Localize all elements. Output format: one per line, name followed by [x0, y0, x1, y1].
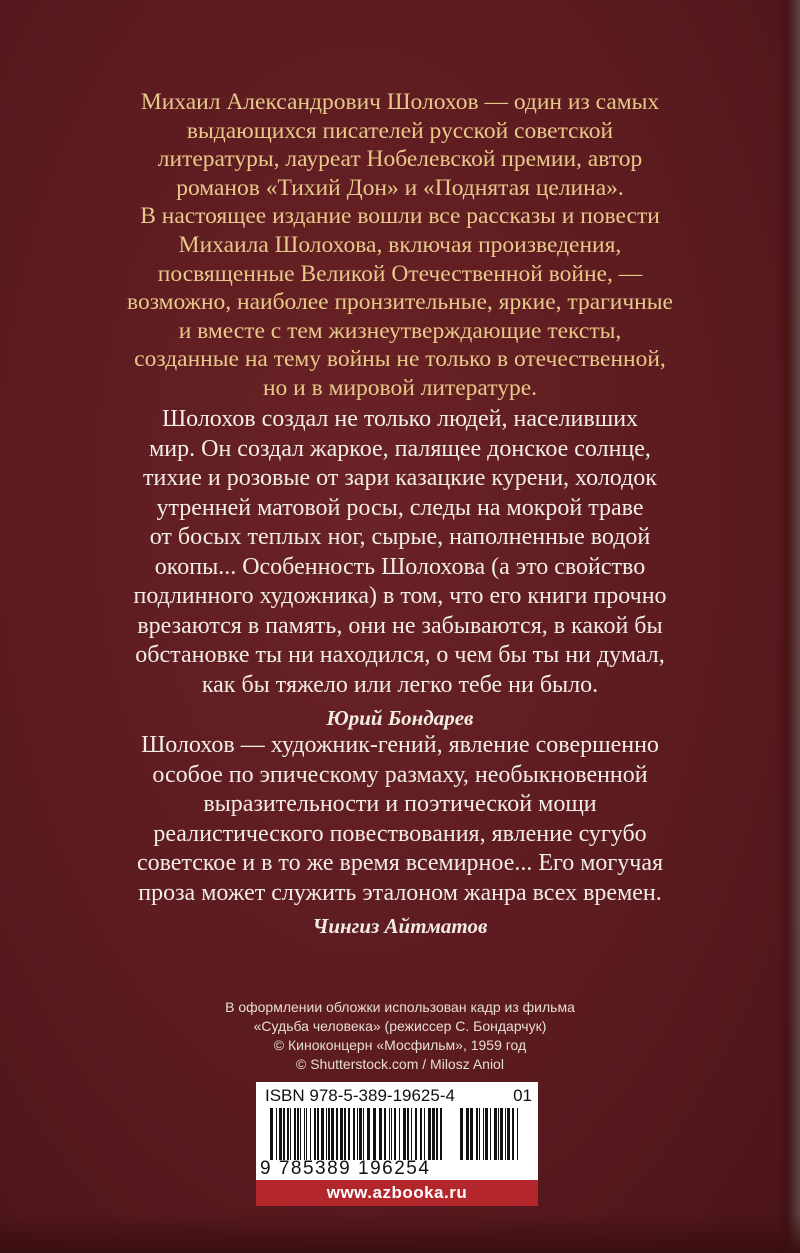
quote-bondarev [80, 405, 720, 734]
cover-bottom-shadow [0, 1213, 800, 1253]
credit-line: «Судьба человека» (режиссер С. Бондарчук) [253, 1018, 547, 1034]
barcode-stripe [287, 1108, 289, 1160]
barcode-stripe [479, 1108, 480, 1160]
quote-line: тихие и розовые от зари казацкие курени, холодок [143, 465, 657, 491]
barcode-stripe [294, 1108, 296, 1160]
barcode-stripe [328, 1108, 330, 1160]
barcode-stripe [391, 1108, 392, 1160]
barcode-stripe [498, 1108, 499, 1160]
barcode-stripe [424, 1108, 425, 1160]
credit-line: В оформлении обложки использован кадр из фильма [225, 999, 575, 1015]
barcode-stripe [428, 1108, 431, 1160]
barcode-stripe [326, 1108, 327, 1160]
barcode-stripe [297, 1108, 299, 1160]
barcode-stripe [306, 1108, 307, 1160]
barcode-stripe [403, 1108, 406, 1160]
quote-line: реалистического повествования, явление сугубо [153, 820, 647, 847]
barcode-stripe [367, 1108, 370, 1160]
quote-aitmatov [80, 731, 720, 942]
barcode-digits: 9 785389 196254 [260, 1158, 431, 1179]
isbn-row [265, 1086, 532, 1106]
barcode-stripe [411, 1108, 412, 1160]
image-credits [180, 998, 620, 1074]
barcode-stripe [348, 1108, 350, 1160]
barcode-stripe [440, 1108, 442, 1160]
annotation-line: возможно, наиболее пронзительные, яркие, трагичные [127, 289, 673, 316]
barcode-addon-bars [460, 1108, 520, 1160]
annotation-line: романов «Тихий Дон» и «Поднятая целина». [176, 174, 624, 201]
annotation-line: Михаил Александрович Шолохов — один из самых [140, 89, 660, 115]
quote-line: от босых теплых ног, сырые, наполненные водой [149, 524, 651, 550]
barcode-stripe [490, 1108, 491, 1160]
barcode-stripe [420, 1108, 422, 1160]
barcode-stripe [483, 1108, 484, 1160]
barcode-stripe [500, 1108, 503, 1160]
quote-line: врезаются в память, они не забываются, в какой бы [137, 612, 663, 639]
barcode-stripe [363, 1108, 364, 1160]
barcode-stripe [336, 1108, 338, 1160]
barcode-stripe [270, 1108, 273, 1160]
barcode-stripe [331, 1108, 334, 1160]
quote-line: проза может служить эталоном жанра всех времен. [138, 879, 662, 906]
barcode-stripe [415, 1108, 417, 1160]
barcode-stripe [344, 1108, 346, 1160]
barcode-stripe [494, 1108, 497, 1160]
barcode-stripe [407, 1108, 409, 1160]
cover-edge-shadow [778, 0, 800, 1253]
quote-line: выразительности и поэтической мощи [203, 791, 597, 817]
barcode-stripe [470, 1108, 473, 1160]
publisher-url[interactable]: www.azbooka.ru [256, 1180, 538, 1206]
barcode-bars [270, 1108, 446, 1160]
barcode-stripe [310, 1108, 311, 1160]
quote-line: подлинного художника) в том, что его книги прочно [133, 583, 667, 609]
barcode-stripe [283, 1108, 285, 1160]
quote-line: советское и в то же время всемирное... Его могучая [136, 850, 664, 876]
quote-line: Шолохов создал не только людей, населивших [161, 406, 639, 432]
barcode-stripe [394, 1108, 396, 1160]
barcode-stripe [276, 1108, 277, 1160]
credit-line: © Киноконцерн «Мосфильм», 1959 год [273, 1037, 527, 1053]
barcode-stripe [321, 1108, 324, 1160]
barcode-stripe [373, 1108, 376, 1160]
barcode-stripe [359, 1108, 362, 1160]
annotation-line: созданные на тему войны не только в отечественной, [134, 346, 666, 373]
annotation-line: В настоящее издание вошли все рассказы и повести [140, 203, 660, 230]
barcode-stripe [432, 1108, 435, 1160]
quote-line: утренней матовой росы, следы на мокрой траве [156, 494, 644, 521]
barcode-stripe [476, 1108, 478, 1160]
quote-line: окопы... Особенность Шолохова (а это свойство [154, 553, 646, 580]
barcode-stripe [512, 1108, 514, 1160]
annotation-block [80, 88, 720, 403]
barcode-stripe [300, 1108, 301, 1160]
barcode-stripe [436, 1108, 438, 1160]
quote-line: особое по эпическому размаху, необыкновенной [152, 761, 648, 788]
barcode-stripe [389, 1108, 390, 1160]
barcode-stripe [290, 1108, 291, 1160]
annotation-line: но и в мировой литературе. [262, 374, 538, 401]
barcode-stripe [379, 1108, 382, 1160]
isbn-label: ISBN 978-5-389-19625-4 [265, 1086, 455, 1105]
annotation-line: выдающихся писателей русской советской [186, 117, 614, 144]
annotation-line: и вместе с тем жизнеутверждающие тексты, [178, 317, 622, 344]
barcode-stripe [399, 1108, 400, 1160]
barcode-stripe [460, 1108, 463, 1160]
barcode-stripe [507, 1108, 510, 1160]
quote-line: Шолохов — художник-гений, явление совершенно [141, 732, 659, 758]
barcode-panel [256, 1082, 538, 1180]
credit-line: © Shutterstock.com / Milosz Aniol [296, 1056, 504, 1072]
barcode-stripe [517, 1108, 518, 1160]
barcode-stripe [353, 1108, 355, 1160]
annotation-line: литературы, лауреат Нобелевской премии, автор [157, 146, 643, 173]
barcode-stripe [357, 1108, 358, 1160]
quote-line: обстановке ты ни находился, о чем бы ты ни думал, [135, 642, 665, 668]
barcode-stripe [466, 1108, 469, 1160]
isbn-addon: 01 [513, 1086, 532, 1105]
barcode-stripe [340, 1108, 343, 1160]
annotation-line: Михаила Шолохова, включая произведения, [178, 231, 622, 258]
barcode-stripe [485, 1108, 488, 1160]
annotation-line: посвященные Великой Отечественной войне, — [157, 260, 643, 287]
barcode-stripe [304, 1108, 305, 1160]
quote-line: как бы тяжело или легко тебе ни было. [201, 671, 599, 698]
barcode-stripe [384, 1108, 386, 1160]
barcode-stripe [317, 1108, 319, 1160]
barcode-stripe [314, 1108, 316, 1160]
quote-author: Юрий Бондарев [326, 706, 474, 730]
barcode-stripe [279, 1108, 282, 1160]
quote-line: мир. Он создал жаркое, палящее донское солнце, [149, 435, 651, 462]
quote-author: Чингиз Айтматов [312, 914, 488, 938]
barcode-stripe [505, 1108, 506, 1160]
